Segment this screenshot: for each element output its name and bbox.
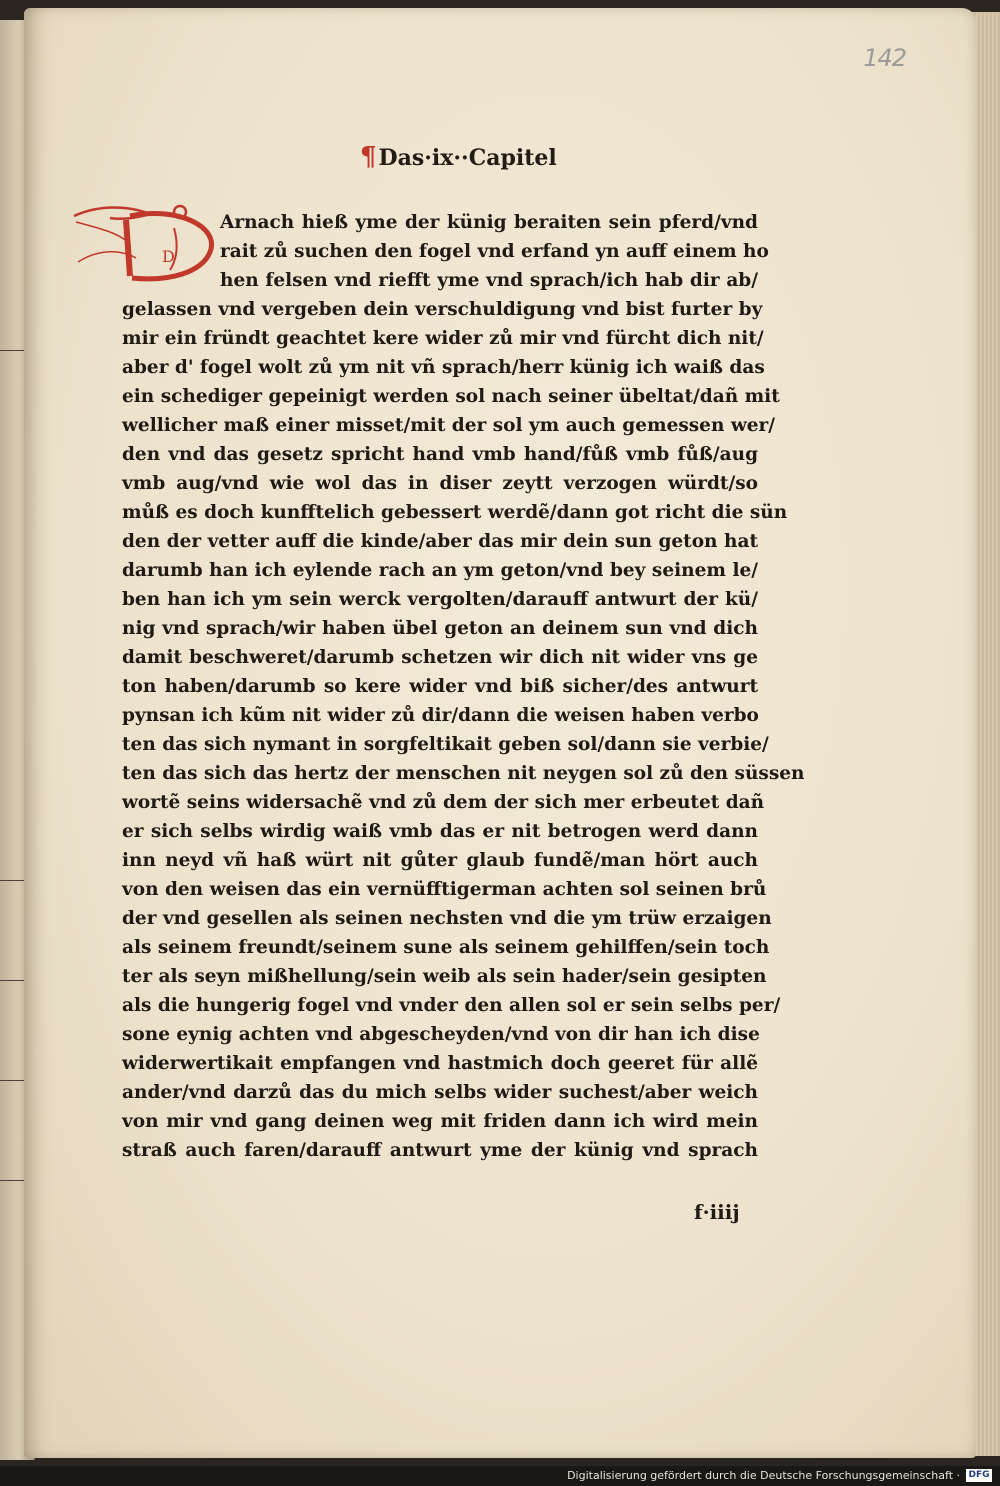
text-line: ein schediger gepeinigt werden sol nach seiner übeltat/dañ mit [122,386,780,407]
text-line: als die hungerig fogel vnd vnder den allen sol er sein selbs per/ [122,995,781,1016]
initial-letter: D [162,247,175,266]
text-line: mir ein fründt geachtet kere wider zů mir vnd fürcht dich nit/ [122,328,764,349]
text-line: ten das sich nymant in sorgfeltikait geben sol/dann sie verbie/ [122,734,769,755]
chapter-heading [360,142,557,172]
footer-credit: Digitalisierung gefördert durch die Deutsche Forschungsgemeinschaft · [567,1469,960,1482]
text-line: ter als seyn mißhellung/sein weib als sein hader/sein gesipten [122,966,767,987]
text-line: wellicher maß einer misset/mit der sol ym auch gemessen wer/ [122,415,776,436]
text-line: damit beschweret/darumb schetzen wir dich nit wider vns ge [122,647,758,668]
text-line: aber d' fogel wolt zů ym nit vñ sprach/herr künig ich waiß das [122,357,765,378]
text-line: můß es doch kunfftelich gebessert werdẽ/dann got richt die sün [122,502,788,523]
rubric-pilcrow: ¶ [360,142,377,172]
text-line: ton haben/darumb so kere wider vnd biß sicher/des antwurt [122,676,758,697]
text-line: den der vetter auff die kinde/aber das mir dein sun geton hat [122,531,758,552]
text-line: als seinem freundt/seinem sune als seinem gehilffen/sein toch [122,937,770,958]
text-line: der vnd gesellen als seinen nechsten vnd die ym trüw erzaigen [122,908,772,929]
text-line: pynsan ich kũm nit wider zů dir/dann die weisen haben verbo [122,705,759,726]
text-line: er sich selbs wirdig waiß vmb das er nit betrogen werd dann [122,821,758,842]
text-line: Arnach hieß yme der künig beraiten sein pferd/vnd [220,212,758,233]
footer-bar [0,1466,1000,1486]
chapter-title: Das·ix··Capitel [378,145,557,171]
text-line: hen felsen vnd riefft yme vnd sprach/ich hab dir ab/ [220,270,758,291]
text-line: sone eynig achten vnd abgescheyden/vnd von dir han ich dise [122,1024,760,1045]
dfg-logo: DFG [966,1469,992,1482]
text-line: rait zů suchen den fogel vnd erfand yn auff einem ho [220,241,769,262]
text-line: darumb han ich eylende rach an ym geton/vnd bey seinem le/ [122,560,758,581]
signature-mark: f·iiij [694,1200,740,1224]
text-line: straß auch faren/darauff antwurt yme der künig vnd sprach [122,1140,758,1161]
text-line: vmb aug/vnd wie wol das in diser zeytt verzogen würdt/so [122,473,758,494]
text-line: ander/vnd darzů das du mich selbs wider suchest/aber weich [122,1082,758,1103]
text-line: wortẽ seins widersachẽ vnd zů dem der sich mer erbeutet dañ [122,792,765,813]
folio-number: 142 [863,44,906,72]
text-line: den vnd das gesetz spricht hand vmb hand/fůß vmb fůß/aug [122,444,758,465]
text-line: gelassen vnd vergeben dein verschuldigung vnd bist furter by [122,299,763,320]
text-line: von mir vnd gang deinen weg mit friden dann ich wird mein [122,1111,758,1132]
text-line: nig vnd sprach/wir haben übel geton an deinem sun vnd dich [122,618,758,639]
text-line: widerwertikait empfangen vnd hastmich doch geeret für allẽ [122,1053,758,1074]
body-text [122,208,805,1165]
text-line: ten das sich das hertz der menschen nit neygen sol zů den süssen [122,763,805,784]
text-line: ben han ich ym sein werck vergolten/darauff antwurt der kü/ [122,589,758,610]
text-line: inn neyd vñ haß würt nit gůter glaub fundẽ/man hört auch [122,850,758,871]
text-line: von den weisen das ein vernüfftigerman achten sol seinen brů [122,879,767,900]
